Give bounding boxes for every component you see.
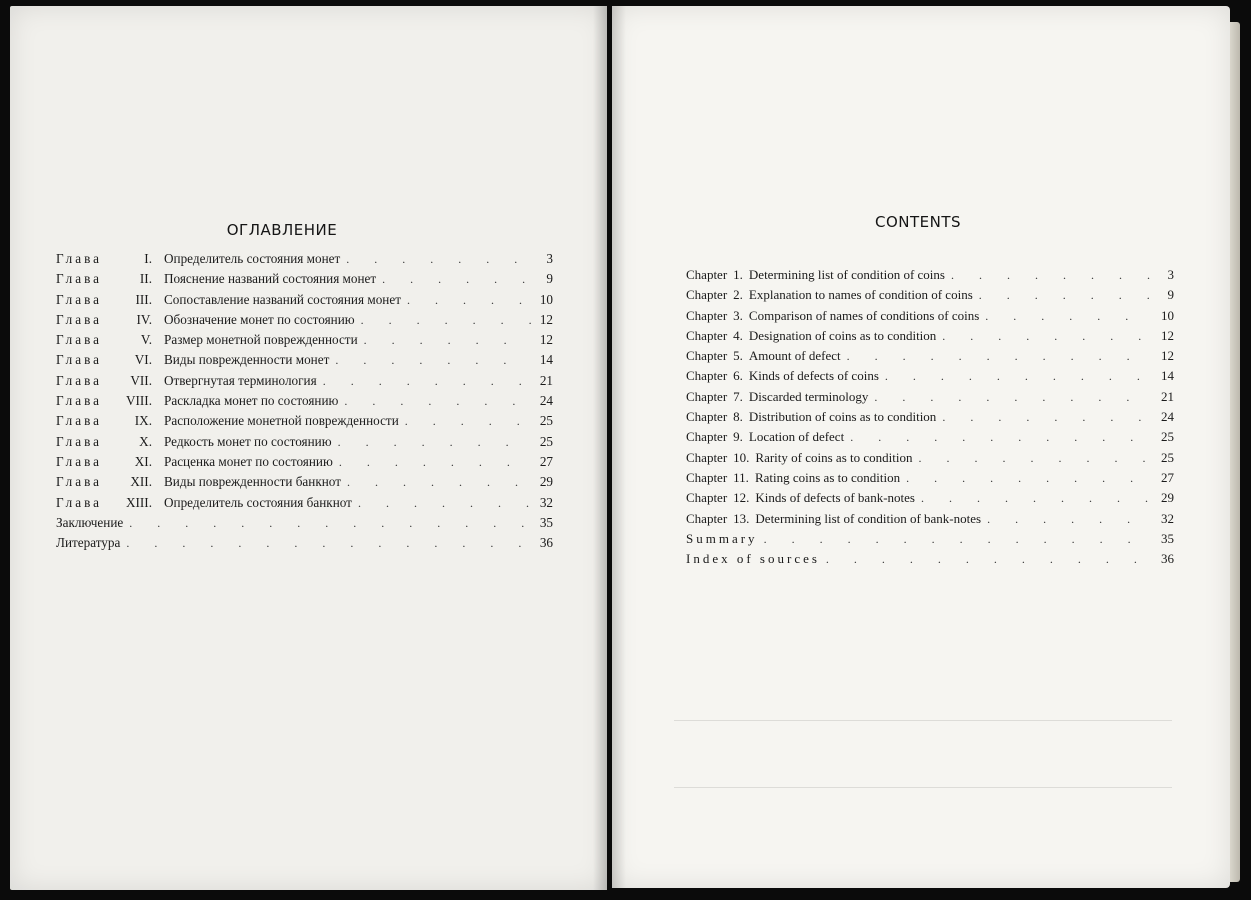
chapter-title: Расценка монет по состоянию [164, 453, 333, 469]
chapter-number: XI. [134, 453, 152, 469]
toc-entry [56, 312, 553, 332]
chapter-label [56, 393, 158, 409]
toc-entry [56, 413, 553, 433]
chapter-word: Chapter [686, 469, 728, 485]
chapter-word: Глава [56, 291, 102, 307]
page-number: 25 [539, 433, 553, 449]
chapter-number: 8. [733, 409, 743, 425]
chapter-number: 10. [733, 449, 750, 465]
page-edge [1230, 22, 1240, 882]
chapter-word: Глава [56, 413, 102, 429]
chapter-number: XIII. [126, 494, 152, 510]
toc-entry [56, 352, 553, 372]
chapter-title: Comparison of names of conditions of coins [748, 307, 980, 323]
chapter-title: Determining list of condition of bank-notes [755, 510, 982, 526]
toc-entry [686, 409, 1174, 429]
chapter-word: Глава [56, 433, 102, 449]
chapter-label [686, 389, 743, 405]
chapter-number: 9. [733, 429, 743, 445]
toc-entry [686, 287, 1174, 307]
page-number: 12 [539, 311, 553, 327]
toc-entry [56, 271, 553, 291]
chapter-title: Отвергнутая терминология [164, 372, 317, 388]
chapter-word: Chapter [686, 267, 728, 282]
toc-entry [56, 251, 553, 271]
chapter-title: Designation of coins as to condition [748, 327, 937, 343]
leader-dots [333, 455, 531, 470]
chapter-word: Глава [56, 372, 102, 388]
chapter-word: Chapter [686, 409, 728, 425]
page-number: 27 [539, 453, 553, 469]
page-number: 32 [539, 494, 553, 510]
chapter-word: Глава [56, 251, 102, 266]
toc-entry [686, 490, 1174, 510]
leader-dots [979, 309, 1152, 324]
chapter-label [686, 429, 743, 445]
chapter-title: Раскладка монет по состоянию [164, 393, 339, 409]
chapter-word: Глава [56, 494, 102, 510]
leader-dots [981, 512, 1152, 527]
toc-entry [686, 450, 1174, 470]
leader-dots [332, 435, 531, 450]
toc-entry [686, 267, 1174, 287]
chapter-title: Kinds of defects of bank-notes [755, 490, 915, 506]
leader-dots [340, 252, 531, 267]
leader-dots [879, 369, 1152, 384]
chapter-number: VII. [130, 372, 152, 388]
chapter-label [686, 450, 749, 466]
chapter-word: Глава [56, 352, 102, 368]
chapter-label [56, 352, 158, 368]
page-number: 12 [1161, 348, 1174, 364]
leader-dots [341, 475, 531, 490]
page-number: 25 [539, 413, 553, 429]
toc-entry [56, 454, 553, 474]
chapter-title: Kinds of defects of coins [748, 368, 879, 384]
toc-entry [686, 308, 1174, 328]
chapter-word: Глава [56, 271, 102, 287]
leader-dots [868, 390, 1152, 405]
toc-entry [686, 551, 1174, 571]
chapter-title: Explanation to names of condition of coins [748, 287, 973, 303]
page-number: 35 [539, 514, 553, 530]
bleed-through-text [40, 586, 570, 826]
page-number: 29 [539, 474, 553, 490]
chapter-title: Location of defect [748, 429, 845, 445]
page-number: 24 [1161, 409, 1174, 425]
chapter-number: III. [135, 291, 152, 307]
bleed-through-rule [674, 720, 1172, 721]
leader-dots [355, 313, 531, 328]
page-number: 35 [1161, 530, 1174, 546]
binding-shadow [612, 6, 626, 888]
leader-dots [329, 353, 531, 368]
chapter-label [686, 511, 749, 527]
chapter-label [56, 373, 158, 389]
chapter-label [686, 328, 743, 344]
toc-entry [56, 515, 553, 535]
chapter-word: Chapter [686, 368, 728, 384]
chapter-number: IX. [134, 413, 152, 429]
leader-dots [120, 536, 531, 551]
chapter-number: VI. [134, 352, 152, 368]
page-number: 3 [546, 251, 553, 266]
chapter-label [686, 287, 743, 303]
chapter-title: Обозначение монет по состоянию [164, 311, 355, 327]
leader-dots [401, 293, 531, 308]
leader-dots [338, 394, 531, 409]
page-number: 25 [1161, 429, 1174, 445]
chapter-label [56, 271, 158, 287]
bleed-through-text [672, 666, 1172, 796]
page-number: 21 [539, 372, 553, 388]
chapter-label [56, 413, 158, 429]
page-number: 3 [1167, 267, 1174, 282]
chapter-number: X. [139, 433, 152, 449]
chapter-number: 6. [733, 368, 743, 384]
section-title: Index of sources [686, 551, 820, 567]
leader-dots [844, 430, 1152, 445]
leader-dots [973, 288, 1152, 303]
page-number: 10 [539, 291, 553, 307]
chapter-label [56, 251, 158, 267]
leader-dots [123, 516, 531, 531]
toc-entry [686, 328, 1174, 348]
chapter-number: 7. [733, 388, 743, 404]
chapter-label [56, 474, 158, 490]
page-number: 32 [1161, 510, 1174, 526]
chapter-label [686, 348, 743, 364]
chapter-word: Chapter [686, 490, 728, 506]
toc-entry [686, 511, 1174, 531]
chapter-label [56, 454, 158, 470]
toc-entry [686, 348, 1174, 368]
page-number: 9 [546, 271, 553, 287]
chapter-number: XII. [130, 474, 152, 490]
chapter-number: 1. [733, 267, 743, 282]
toc-entry [56, 474, 553, 494]
chapter-word: Chapter [686, 327, 728, 343]
leader-dots [358, 333, 531, 348]
chapter-number: I. [144, 251, 152, 266]
page-title-russian: ОГЛАВЛЕНИЕ [226, 221, 338, 239]
bleed-through-rule [674, 787, 1172, 788]
bleed-through-text [40, 58, 570, 228]
leader-dots [820, 552, 1152, 567]
page-number: 9 [1167, 287, 1174, 303]
chapter-title: Определитель состояния монет [164, 251, 341, 266]
leader-dots [376, 272, 531, 287]
chapter-number: II. [139, 271, 152, 287]
toc-entry [686, 368, 1174, 388]
chapter-number: 4. [733, 327, 743, 343]
toc-entry [56, 393, 553, 413]
chapter-word: Chapter [686, 429, 728, 445]
page-title-english: CONTENTS [874, 213, 962, 231]
page-number: 36 [539, 535, 553, 551]
chapter-label [686, 470, 749, 486]
chapter-number: 2. [733, 287, 743, 303]
chapter-word: Chapter [686, 307, 728, 323]
toc-entry [686, 389, 1174, 409]
page-number: 21 [1161, 388, 1174, 404]
bleed-through-text [672, 52, 1172, 102]
chapter-title: Amount of defect [748, 348, 841, 364]
leader-dots [945, 268, 1152, 283]
chapter-number: 3. [733, 307, 743, 323]
leader-dots [399, 414, 531, 429]
toc-list-english [686, 267, 1174, 571]
leader-dots [900, 471, 1152, 486]
chapter-title: Rarity of coins as to condition [755, 449, 913, 465]
chapter-number: 5. [733, 348, 743, 364]
chapter-title: Пояснение названий состояния монет [164, 271, 377, 287]
chapter-number: IV. [136, 311, 152, 327]
chapter-title: Determining list of condition of coins [748, 267, 945, 282]
section-title: Литература [56, 535, 121, 551]
chapter-title: Сопоставление названий состояния монет [164, 291, 401, 307]
chapter-word: Глава [56, 332, 102, 348]
chapter-word: Chapter [686, 388, 728, 404]
leader-dots [841, 349, 1152, 364]
page-number: 14 [539, 352, 553, 368]
chapter-word: Chapter [686, 510, 728, 526]
chapter-label [686, 368, 743, 384]
toc-entry [686, 470, 1174, 490]
toc-entry [56, 292, 553, 312]
chapter-title: Определитель состояния банкнот [164, 494, 352, 510]
chapter-word: Chapter [686, 449, 728, 465]
chapter-label [686, 267, 743, 283]
page-number: 24 [539, 393, 553, 409]
chapter-title: Rating coins as to condition [754, 469, 901, 485]
chapter-word: Глава [56, 474, 102, 490]
leader-dots [758, 532, 1152, 547]
leader-dots [936, 410, 1152, 425]
section-title: Заключение [56, 514, 124, 530]
section-title: Summary [686, 530, 758, 546]
chapter-label [686, 308, 743, 324]
toc-entry [686, 531, 1174, 551]
chapter-title: Discarded terminology [748, 388, 869, 404]
chapter-number: VIII. [126, 393, 152, 409]
chapter-label [56, 495, 158, 511]
page-number: 10 [1161, 307, 1174, 323]
toc-list-russian [56, 251, 553, 555]
chapter-label [56, 292, 158, 308]
chapter-word: Глава [56, 453, 102, 469]
toc-entry [56, 373, 553, 393]
chapter-title: Размер монетной поврежденности [164, 332, 358, 348]
leader-dots [936, 329, 1152, 344]
chapter-label [56, 434, 158, 450]
page-number: 27 [1161, 469, 1174, 485]
chapter-title: Виды поврежденности монет [164, 352, 330, 368]
page-number: 25 [1161, 449, 1174, 465]
chapter-title: Редкость монет по состоянию [164, 433, 332, 449]
toc-entry [686, 429, 1174, 449]
chapter-title: Виды поврежденности банкнот [164, 474, 341, 490]
chapter-label [686, 490, 749, 506]
toc-entry [56, 495, 553, 515]
page-number: 36 [1161, 551, 1174, 567]
toc-entry [56, 434, 553, 454]
chapter-number: V. [140, 332, 152, 348]
leader-dots [352, 496, 531, 511]
chapter-word: Глава [56, 311, 102, 327]
chapter-title: Расположение монетной поврежденности [164, 413, 399, 429]
chapter-label [56, 312, 158, 328]
chapter-word: Chapter [686, 348, 728, 364]
chapter-number: 12. [733, 490, 750, 506]
toc-entry [56, 332, 553, 352]
page-number: 12 [539, 332, 553, 348]
chapter-word: Глава [56, 393, 102, 409]
toc-entry [56, 535, 553, 555]
page-number: 14 [1161, 368, 1174, 384]
leader-dots [915, 491, 1152, 506]
page-number: 29 [1161, 490, 1174, 506]
binding-shadow [593, 6, 607, 890]
page-number: 12 [1161, 327, 1174, 343]
chapter-number: 11. [733, 469, 749, 485]
chapter-title: Distribution of coins as to condition [748, 409, 937, 425]
leader-dots [317, 374, 531, 389]
chapter-number: 13. [733, 510, 750, 526]
chapter-label [56, 332, 158, 348]
chapter-word: Chapter [686, 287, 728, 303]
leader-dots [912, 451, 1152, 466]
chapter-label [686, 409, 743, 425]
